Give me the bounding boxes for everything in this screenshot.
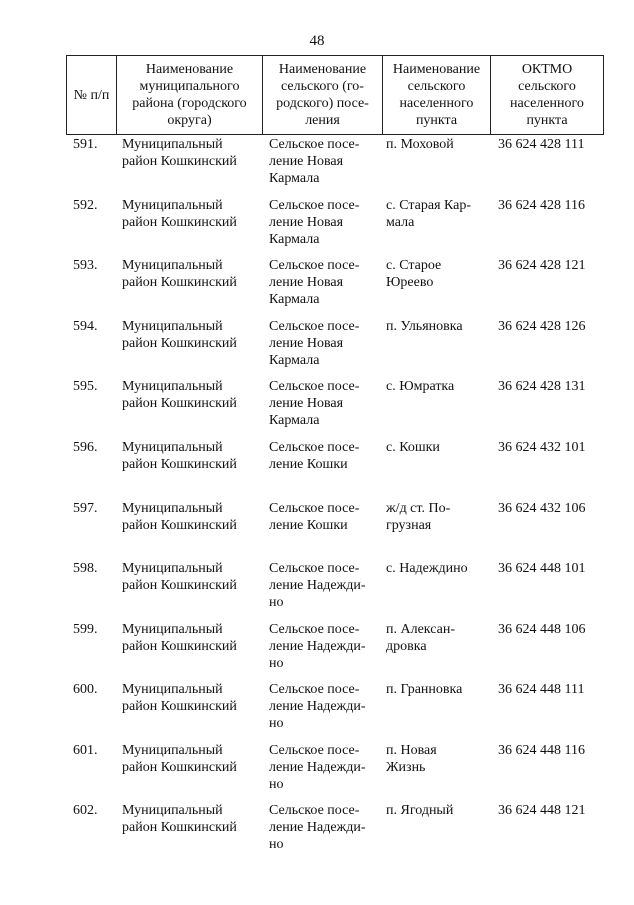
district-name	[122, 681, 260, 715]
district-name-line: Муниципальный	[122, 561, 223, 576]
locality-name-line: п. Новая	[386, 743, 437, 758]
settlement-name-line: ление Надежди-	[269, 639, 366, 654]
locality-name	[386, 802, 484, 819]
settlement-name	[269, 560, 376, 611]
header-locality: Наименование сельского населенного пункта	[383, 56, 491, 135]
oktmo-code: 36 624 428 126	[498, 319, 586, 334]
oktmo-code: 36 624 448 101	[498, 561, 586, 576]
locality-name	[386, 378, 484, 395]
settlement-name	[269, 500, 376, 534]
district-name-line: Муниципальный	[122, 198, 223, 213]
district-name-line: район Кошкинский	[122, 639, 237, 654]
settlement-name-line: но	[269, 716, 284, 731]
settlement-name-line: но	[269, 777, 284, 792]
row-number: 591.	[73, 137, 98, 152]
page-number: 48	[309, 33, 325, 49]
locality-name-line: Юреево	[386, 275, 434, 290]
settlement-name	[269, 742, 376, 793]
settlement-name-line: ление Кошки	[269, 457, 348, 472]
district-name-line: район Кошкинский	[122, 154, 237, 169]
settlement-name-line: ление Новая	[269, 336, 344, 351]
district-name-line: район Кошкинский	[122, 275, 237, 290]
oktmo-code: 36 624 428 111	[498, 137, 585, 152]
district-name-line: район Кошкинский	[122, 396, 237, 411]
header-settlement: Наименование сельского (го-родского) посе-ления	[263, 56, 383, 135]
settlement-name-line: ление Надежди-	[269, 578, 366, 593]
settlement-name-line: ление Новая	[269, 215, 344, 230]
settlement-name-line: но	[269, 595, 284, 610]
settlement-name	[269, 378, 376, 429]
locality-name-line: с. Юмратка	[386, 379, 455, 394]
settlement-name	[269, 439, 376, 473]
district-name	[122, 197, 260, 231]
settlement-name-line: Сельское посе-	[269, 743, 360, 758]
header-district: Наименование муниципального района (городского округа)	[117, 56, 263, 135]
settlement-name-line: Сельское посе-	[269, 137, 360, 152]
district-name	[122, 560, 260, 594]
district-name-line: район Кошкинский	[122, 457, 237, 472]
district-name-line: район Кошкинский	[122, 336, 237, 351]
row-number: 598.	[73, 561, 98, 576]
locality-name	[386, 500, 484, 534]
settlement-name	[269, 197, 376, 248]
row-number: 595.	[73, 379, 98, 394]
district-name	[122, 621, 260, 655]
settlement-name-line: Кармала	[269, 232, 320, 247]
settlement-name-line: но	[269, 656, 284, 671]
settlement-name	[269, 621, 376, 672]
oktmo-code: 36 624 448 111	[498, 682, 585, 697]
locality-name-line: п. Моховой	[386, 137, 454, 152]
district-name	[122, 257, 260, 291]
settlement-name-line: ление Кошки	[269, 518, 348, 533]
locality-name-line: грузная	[386, 518, 432, 533]
settlement-name	[269, 318, 376, 369]
locality-name	[386, 560, 484, 577]
locality-name-line: дровка	[386, 639, 427, 654]
settlement-name-line: Кармала	[269, 171, 320, 186]
settlement-name-line: Сельское посе-	[269, 440, 360, 455]
settlement-name-line: ление Новая	[269, 275, 344, 290]
district-name-line: Муниципальный	[122, 319, 223, 334]
settlement-name-line: но	[269, 837, 284, 852]
district-name	[122, 742, 260, 776]
district-name	[122, 318, 260, 352]
district-name-line: район Кошкинский	[122, 820, 237, 835]
district-name-line: Муниципальный	[122, 258, 223, 273]
district-name-line: Муниципальный	[122, 622, 223, 637]
settlement-name-line: Сельское посе-	[269, 501, 360, 516]
district-name-line: район Кошкинский	[122, 760, 237, 775]
locality-name	[386, 257, 484, 291]
oktmo-code: 36 624 448 106	[498, 622, 586, 637]
settlement-name-line: ление Надежди-	[269, 820, 366, 835]
locality-name-line: Жизнь	[386, 760, 426, 775]
settlement-name-line: Сельское посе-	[269, 319, 360, 334]
district-name-line: район Кошкинский	[122, 518, 237, 533]
locality-name-line: с. Надеждино	[386, 561, 468, 576]
oktmo-code: 36 624 428 116	[498, 198, 585, 213]
district-name-line: Муниципальный	[122, 137, 223, 152]
oktmo-code: 36 624 432 101	[498, 440, 586, 455]
oktmo-code: 36 624 448 116	[498, 743, 585, 758]
district-name-line: Муниципальный	[122, 379, 223, 394]
row-number: 594.	[73, 319, 98, 334]
row-number: 599.	[73, 622, 98, 637]
settlement-name-line: ление Новая	[269, 396, 344, 411]
settlement-name-line: Кармала	[269, 413, 320, 428]
settlement-name-line: Сельское посе-	[269, 198, 360, 213]
district-name-line: район Кошкинский	[122, 215, 237, 230]
settlement-name-line: Кармала	[269, 353, 320, 368]
locality-name	[386, 742, 484, 776]
locality-name	[386, 197, 484, 231]
district-name	[122, 500, 260, 534]
oktmo-code: 36 624 428 121	[498, 258, 586, 273]
district-name-line: Муниципальный	[122, 440, 223, 455]
settlement-name	[269, 257, 376, 308]
header-num: № п/п	[67, 56, 117, 135]
row-number: 600.	[73, 682, 98, 697]
row-number: 592.	[73, 198, 98, 213]
settlement-name	[269, 681, 376, 732]
settlement-name-line: ление Новая	[269, 154, 344, 169]
district-name	[122, 439, 260, 473]
district-name-line: район Кошкинский	[122, 699, 237, 714]
locality-name	[386, 621, 484, 655]
locality-name	[386, 136, 484, 153]
row-number: 596.	[73, 440, 98, 455]
district-name-line: Муниципальный	[122, 682, 223, 697]
oktmo-code: 36 624 428 131	[498, 379, 586, 394]
locality-name-line: п. Ульяновка	[386, 319, 463, 334]
locality-name	[386, 318, 484, 335]
locality-name-line: с. Старое	[386, 258, 442, 273]
locality-name-line: п. Гранновка	[386, 682, 463, 697]
settlement-name-line: Сельское посе-	[269, 682, 360, 697]
row-number: 593.	[73, 258, 98, 273]
row-number: 601.	[73, 743, 98, 758]
oktmo-code: 36 624 448 121	[498, 803, 586, 818]
oktmo-code: 36 624 432 106	[498, 501, 586, 516]
header-oktmo: ОКТМО сельского населенного пункта	[491, 56, 604, 135]
settlement-name-line: Сельское посе-	[269, 258, 360, 273]
settlement-name-line: Сельское посе-	[269, 561, 360, 576]
district-name	[122, 136, 260, 170]
locality-name-line: с. Старая Кар-	[386, 198, 472, 213]
locality-name-line: ж/д ст. По-	[386, 501, 451, 516]
settlement-name	[269, 802, 376, 853]
settlement-name-line: ление Надежди-	[269, 699, 366, 714]
district-name	[122, 802, 260, 836]
table-header	[66, 55, 604, 135]
settlement-name-line: Сельское посе-	[269, 622, 360, 637]
district-name-line: Муниципальный	[122, 743, 223, 758]
locality-name	[386, 681, 484, 698]
settlement-name	[269, 136, 376, 187]
district-name-line: район Кошкинский	[122, 578, 237, 593]
district-name-line: Муниципальный	[122, 501, 223, 516]
settlement-name-line: ление Надежди-	[269, 760, 366, 775]
locality-name-line: п. Алексан-	[386, 622, 456, 637]
settlement-name-line: Сельское посе-	[269, 379, 360, 394]
row-number: 597.	[73, 501, 98, 516]
locality-name-line: п. Ягодный	[386, 803, 454, 818]
locality-name	[386, 439, 484, 456]
district-name-line: Муниципальный	[122, 803, 223, 818]
locality-name-line: с. Кошки	[386, 440, 440, 455]
locality-name-line: мала	[386, 215, 415, 230]
settlement-name-line: Сельское посе-	[269, 803, 360, 818]
row-number: 602.	[73, 803, 98, 818]
district-name	[122, 378, 260, 412]
settlement-name-line: Кармала	[269, 292, 320, 307]
